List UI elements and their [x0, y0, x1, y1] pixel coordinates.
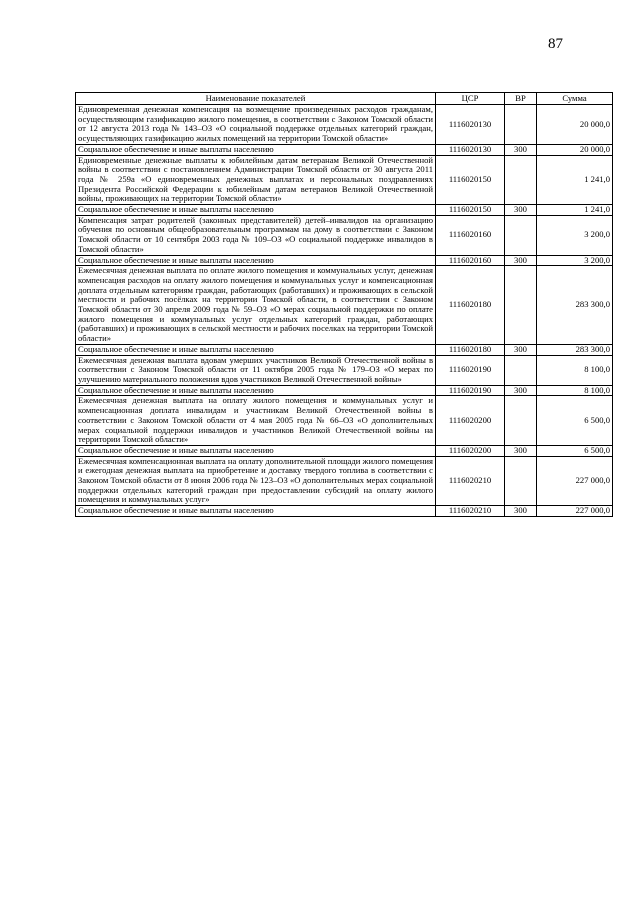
row-csr: 1116020150: [436, 155, 505, 205]
row-vr: [505, 456, 537, 506]
table-row: [76, 344, 613, 355]
row-vr: 300: [505, 506, 537, 517]
row-vr: 300: [505, 385, 537, 396]
row-sum: 227 000,0: [537, 506, 613, 517]
row-vr: 300: [505, 344, 537, 355]
row-vr: [505, 215, 537, 255]
row-csr: 1116020150: [436, 205, 505, 216]
row-vr: 300: [505, 255, 537, 266]
table-row: [76, 396, 613, 446]
table-row: [76, 445, 613, 456]
page-number: 87: [548, 36, 563, 52]
row-name: Компенсация затрат родителей (законных представителей) детей–инвалидов на организацию обучения по основным общеобразовательным программам на дому в соответствии с Законом Томской области от 10 сентября 2003 года № 109–ОЗ «О социальной поддержке инвалидов в Томской области»: [76, 215, 436, 255]
row-sum: 20 000,0: [537, 105, 613, 145]
row-csr: 1116020210: [436, 456, 505, 506]
row-vr: 300: [505, 445, 537, 456]
table-header-row: [76, 93, 613, 105]
row-sum: 6 500,0: [537, 445, 613, 456]
row-vr: [505, 105, 537, 145]
row-name: Ежемесячная денежная выплата вдовам умерших участников Великой Отечественной войны в соответствии с Законом Томской области от 11 октября 2005 года № 179–ОЗ «О мерах по улучшению материального положения вдов участников Великой Отечественной войны»: [76, 355, 436, 385]
row-sum: 20 000,0: [537, 144, 613, 155]
row-csr: 1116020190: [436, 385, 505, 396]
row-sum: 227 000,0: [537, 456, 613, 506]
row-sum: 1 241,0: [537, 205, 613, 216]
row-sum: 1 241,0: [537, 155, 613, 205]
header-sum: Сумма: [537, 93, 613, 105]
row-vr: [505, 155, 537, 205]
row-name: Социальное обеспечение и иные выплаты населению: [76, 344, 436, 355]
table-body: [76, 105, 613, 517]
row-sum: 6 500,0: [537, 396, 613, 446]
table-row: [76, 385, 613, 396]
row-csr: 1116020200: [436, 445, 505, 456]
row-name: Социальное обеспечение и иные выплаты населению: [76, 385, 436, 396]
table-row: [76, 506, 613, 517]
row-name: Ежемесячная компенсационная выплата на оплату дополнительной площади жилого помещения и ежегодная денежная выплата на приобретение и доставку твердого топлива в соответствии с Законом Томской области от 8 июня 2006 года № 123–ОЗ «О дополнительных мерах социальной поддержки отдельных категорий граждан при предоставлении субсидий на оплату жилого помещения и коммунальных услуг»: [76, 456, 436, 506]
row-sum: 283 300,0: [537, 344, 613, 355]
row-name: Единовременная денежная компенсация на возмещение произведенных расходов гражданам, осуществляющим газификацию жилого помещения, в соответствии с Законом Томской области от 12 августа 2013 года № 143–ОЗ «О социальной поддержке отдельных категорий граждан, осуществляющих газификацию жилых помещений на территории Томской области»: [76, 105, 436, 145]
row-csr: 1116020210: [436, 506, 505, 517]
row-sum: 3 200,0: [537, 215, 613, 255]
table-row: [76, 205, 613, 216]
row-csr: 1116020160: [436, 215, 505, 255]
row-vr: [505, 396, 537, 446]
table-row: [76, 105, 613, 145]
table-row: [76, 155, 613, 205]
row-csr: 1116020160: [436, 255, 505, 266]
row-name: Социальное обеспечение и иные выплаты населению: [76, 506, 436, 517]
header-name: Наименование показателей: [76, 93, 436, 105]
header-vr: ВР: [505, 93, 537, 105]
row-name: Ежемесячная денежная выплата по оплате жилого помещения и коммунальных услуг, денежная компенсация расходов на оплату жилого помещения и коммунальных услуг и компенсационная доплата отдельным категориям граждан, работающих (работавших) и проживающих в сельской местности и рабочих посёлках на территории Томской области, в соответствии с Законом Томской области от 30 апреля 2009 года № 59–ОЗ «О мерах социальной поддержки по оплате жилого помещения и коммунальных услуг отдельных категорий граждан, работающих (работавших) и проживающих в сельской местности и рабочих поселках на территории Томской области»: [76, 266, 436, 345]
table-row: [76, 144, 613, 155]
table-row: [76, 266, 613, 345]
row-name: Ежемесячная денежная выплата на оплату жилого помещения и коммунальных услуг и компенсационная доплата инвалидам и участникам Великой Отечественной войны в соответствии с Законом Томской области от 4 мая 2005 года № 66–ОЗ «О дополнительных мерах социальной поддержки инвалидов и участников Великой Отечественной войны на территории Томской области»: [76, 396, 436, 446]
row-csr: 1116020180: [436, 344, 505, 355]
row-name: Единовременные денежные выплаты к юбилейным датам ветеранам Великой Отечественной войны в соответствии с постановлением Администрации Томской области от 30 августа 2011 года № 259а «О единовременных денежных выплатах и персональных поздравлениях Президента Российской Федерации к юбилейным датам ветеранов Великой Отечественной войны, проживающих на территории Томской области»: [76, 155, 436, 205]
header-csr: ЦСР: [436, 93, 505, 105]
row-vr: [505, 266, 537, 345]
row-vr: 300: [505, 144, 537, 155]
row-csr: 1116020130: [436, 105, 505, 145]
row-sum: 283 300,0: [537, 266, 613, 345]
row-sum: 8 100,0: [537, 385, 613, 396]
row-name: Социальное обеспечение и иные выплаты населению: [76, 445, 436, 456]
row-name: Социальное обеспечение и иные выплаты населению: [76, 144, 436, 155]
row-name: Социальное обеспечение и иные выплаты населению: [76, 255, 436, 266]
row-vr: [505, 355, 537, 385]
table-row: [76, 355, 613, 385]
row-csr: 1116020130: [436, 144, 505, 155]
row-sum: 3 200,0: [537, 255, 613, 266]
budget-table: [75, 92, 613, 517]
row-csr: 1116020190: [436, 355, 505, 385]
row-vr: 300: [505, 205, 537, 216]
table-row: [76, 456, 613, 506]
table-row: [76, 255, 613, 266]
row-csr: 1116020200: [436, 396, 505, 446]
row-csr: 1116020180: [436, 266, 505, 345]
row-sum: 8 100,0: [537, 355, 613, 385]
row-name: Социальное обеспечение и иные выплаты населению: [76, 205, 436, 216]
table-row: [76, 215, 613, 255]
